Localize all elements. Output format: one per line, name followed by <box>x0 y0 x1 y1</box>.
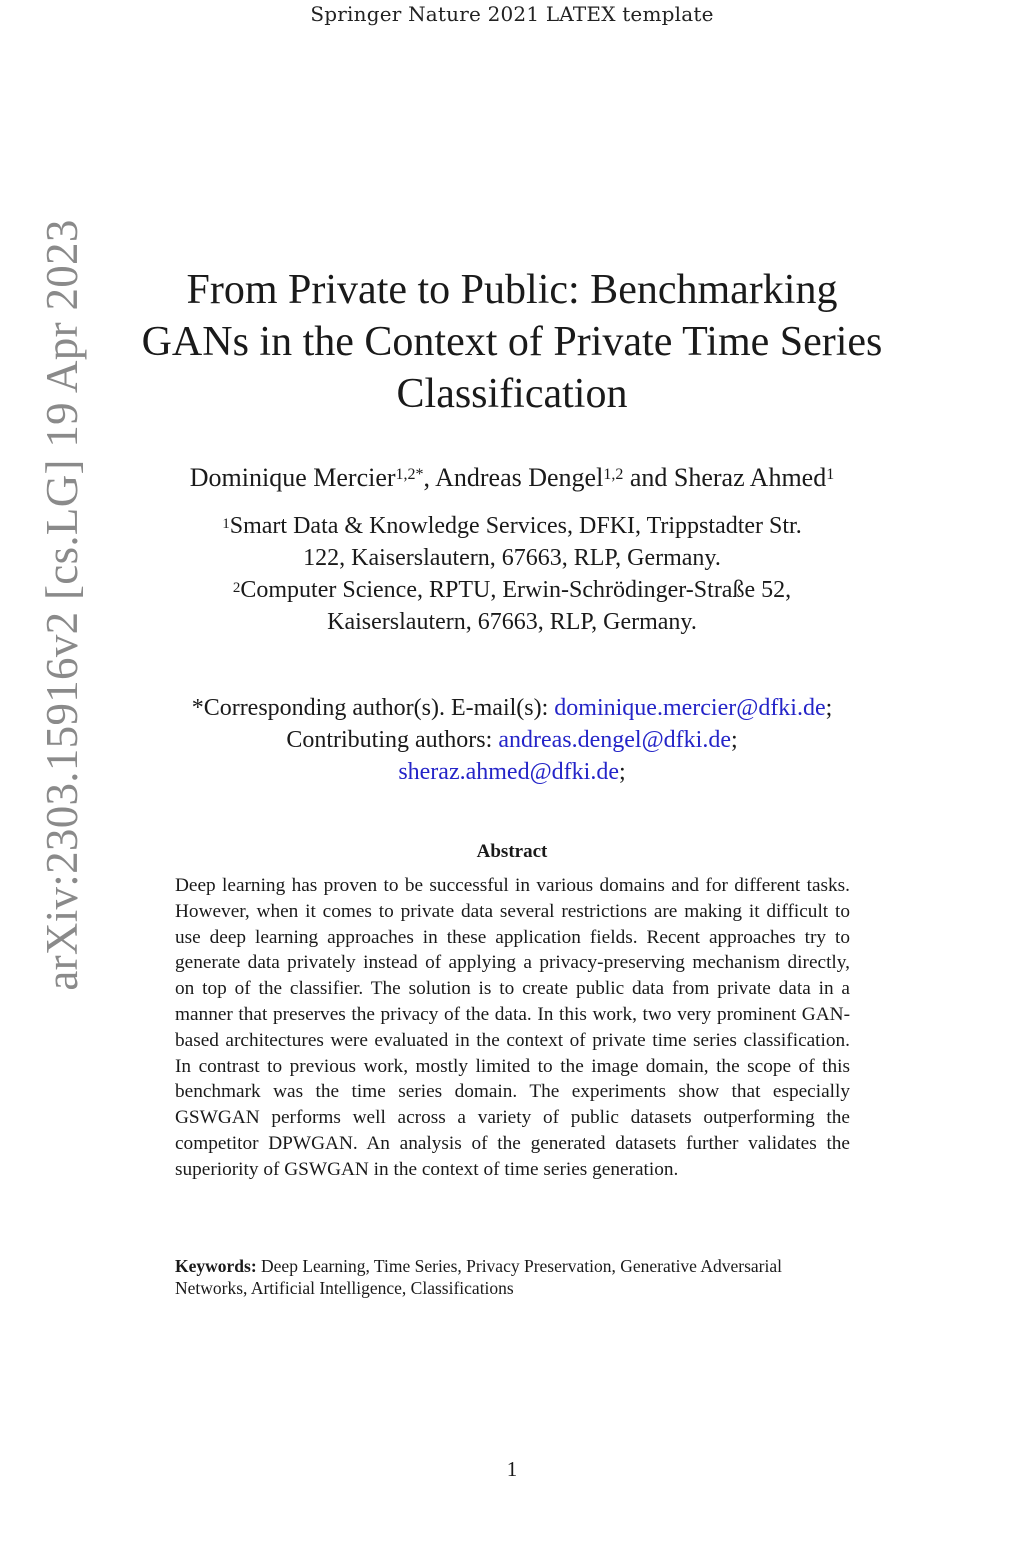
author-affiliation-mark: 1,2 <box>603 466 624 483</box>
paper-title <box>130 264 894 420</box>
corresponding-label: *Corresponding author(s). E-mail(s): <box>191 695 555 721</box>
author-separator: , <box>423 463 436 492</box>
arxiv-identifier-stamp: arXiv:2303.15916v2 [cs.LG] 19 Apr 2023 <box>37 219 87 991</box>
affiliation-2 <box>130 574 894 638</box>
email-separator: ; <box>619 759 626 785</box>
title-line: Classification <box>396 371 628 417</box>
keywords-label: Keywords: <box>175 1256 257 1276</box>
affiliation-text: Smart Data & Knowledge Services, DFKI, Trippstadter Str. <box>229 513 802 539</box>
affiliation-text: 122, Kaiserslautern, 67663, RLP, Germany. <box>303 545 721 571</box>
email-separator: ; <box>731 727 738 753</box>
affiliation-mark: 2 <box>232 580 241 596</box>
contributing-label: Contributing authors: <box>286 727 499 753</box>
author-list <box>110 462 914 494</box>
abstract-text: Deep learning has proven to be successful in various domains and for different tasks. However, when it comes to private data several restrictions are making it difficult to use deep learning approaches in these application fields. Recent approaches try to generate data privately instead of applying a privacy-preserving mechanism directly, on top of the classifier. The solution is to create public data from private data in a manner that preserves the privacy of the data. In this work, two very prominent GAN-based architectures were evaluated in the context of private time series classification. In contrast to previous work, mostly limited to the image domain, the scope of this benchmark was the time series domain. The experiments show that especially GSWGAN performs well across a variety of public datasets outperforming the competitor DPWGAN. An analysis of the generated datasets further validates the superiority of GSWGAN in the context of time series generation. <box>175 875 850 1180</box>
author-separator: and <box>623 463 674 492</box>
affiliation-1 <box>130 510 894 574</box>
contributing-email-link[interactable]: sheraz.ahmed@dfki.de <box>398 759 619 785</box>
keywords-text: Deep Learning, Time Series, Privacy Preservation, Generative Adversarial Networks, Artificial Intelligence, Classifications <box>175 1256 782 1298</box>
affiliation-text: Computer Science, RPTU, Erwin-Schrödinger-Straße 52, <box>240 577 792 603</box>
abstract-heading: Abstract <box>476 841 548 862</box>
keywords <box>175 1255 850 1299</box>
author-name: Andreas Dengel <box>435 463 604 492</box>
title-line: GANs in the Context of Private Time Series <box>141 319 883 365</box>
title-line: From Private to Public: Benchmarking <box>186 267 838 313</box>
running-head: Springer Nature 2021 LATEX template <box>310 2 714 26</box>
contributing-email-link[interactable]: andreas.dengel@dfki.de <box>498 727 731 753</box>
affiliation-mark: 1 <box>222 516 230 532</box>
affiliation-text: Kaiserslautern, 67663, RLP, Germany. <box>327 609 697 635</box>
author-name: Dominique Mercier <box>189 463 396 492</box>
author-affiliation-mark: 1 <box>826 466 835 483</box>
author-name: Sheraz Ahmed <box>673 463 827 492</box>
author-affiliation-mark: 1,2* <box>395 466 424 483</box>
correspondence-block <box>110 692 914 788</box>
corresponding-email-link[interactable]: dominique.mercier@dfki.de <box>554 695 826 721</box>
page-number: 1 <box>506 1457 518 1481</box>
email-separator: ; <box>825 695 833 721</box>
